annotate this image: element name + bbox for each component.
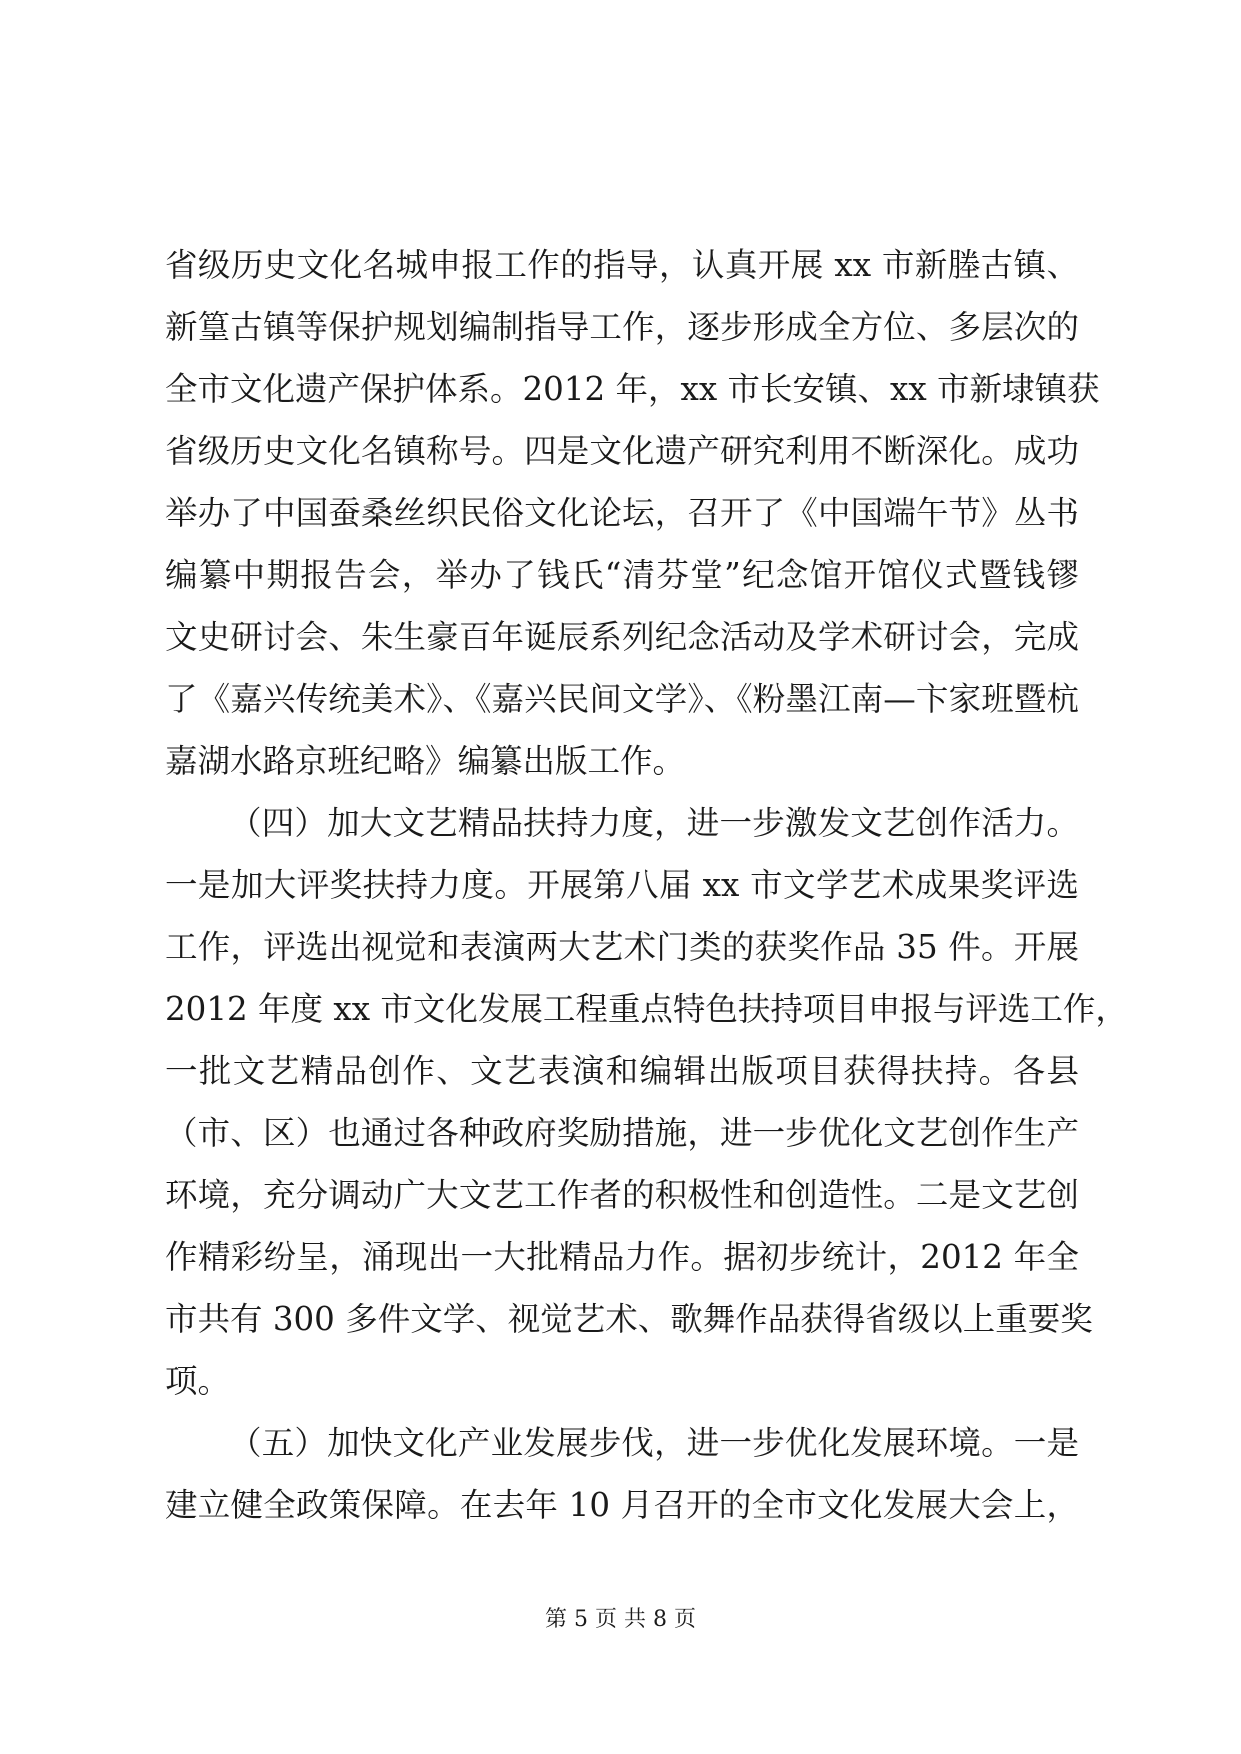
- text-line: 编纂中期报告会，举办了钱氏“清芬堂”纪念馆开馆仪式暨钱镠: [165, 556, 1079, 594]
- text-line: 建立健全政策保障。在去年 10 月召开的全市文化发展大会上，: [165, 1486, 1079, 1524]
- text-line: （市、区）也通过各种政府奖励措施，进一步优化文艺创作生产: [165, 1114, 1079, 1152]
- text-line: 全市文化遗产保护体系。2012 年，xx 市长安镇、xx 市新埭镇获: [165, 370, 1100, 408]
- text-line: 新篁古镇等保护规划编制指导工作，逐步形成全方位、多层次的: [165, 308, 1079, 346]
- text-line: 项。: [165, 1362, 231, 1400]
- text-line: 嘉湖水路京班纪略》编纂出版工作。: [165, 742, 686, 780]
- document-body: [165, 234, 1128, 1536]
- text-line: 举办了中国蚕桑丝织民俗文化论坛，召开了《中国端午节》丛书: [165, 494, 1079, 532]
- text-line: 2012 年度 xx 市文化发展工程重点特色扶持项目申报与评选工作，: [165, 990, 1128, 1028]
- text-line: 市共有 300 多件文学、视觉艺术、歌舞作品获得省级以上重要奖: [165, 1300, 1093, 1338]
- text-line: 一是加大评奖扶持力度。开展第八届 xx 市文学艺术成果奖评选: [165, 866, 1079, 904]
- text-line: 省级历史文化名城申报工作的指导，认真开展 xx 市新塍古镇、: [165, 246, 1079, 284]
- text-line: 工作，评选出视觉和表演两大艺术门类的获奖作品 35 件。开展: [165, 928, 1079, 966]
- text-line: 省级历史文化名镇称号。四是文化遗产研究利用不断深化。成功: [165, 432, 1079, 470]
- page-number-footer: 第 5 页 共 8 页: [545, 1607, 696, 1632]
- text-line: 作精彩纷呈，涌现出一大批精品力作。据初步统计，2012 年全: [165, 1238, 1079, 1276]
- text-line: 文史研讨会、朱生豪百年诞辰系列纪念活动及学术研讨会，完成: [165, 618, 1079, 656]
- text-line: 环境，充分调动广大文艺工作者的积极性和创造性。二是文艺创: [165, 1176, 1079, 1214]
- text-line: 了《嘉兴传统美术》、《嘉兴民间文学》、《粉墨江南—卞家班暨杭: [165, 680, 1079, 718]
- section-heading-line: （五）加快文化产业发展步伐，进一步优化发展环境。一是: [229, 1424, 1079, 1462]
- section-heading-line: （四）加大文艺精品扶持力度，进一步激发文艺创作活力。: [229, 804, 1079, 842]
- text-line: 一批文艺精品创作、文艺表演和编辑出版项目获得扶持。各县: [165, 1052, 1079, 1090]
